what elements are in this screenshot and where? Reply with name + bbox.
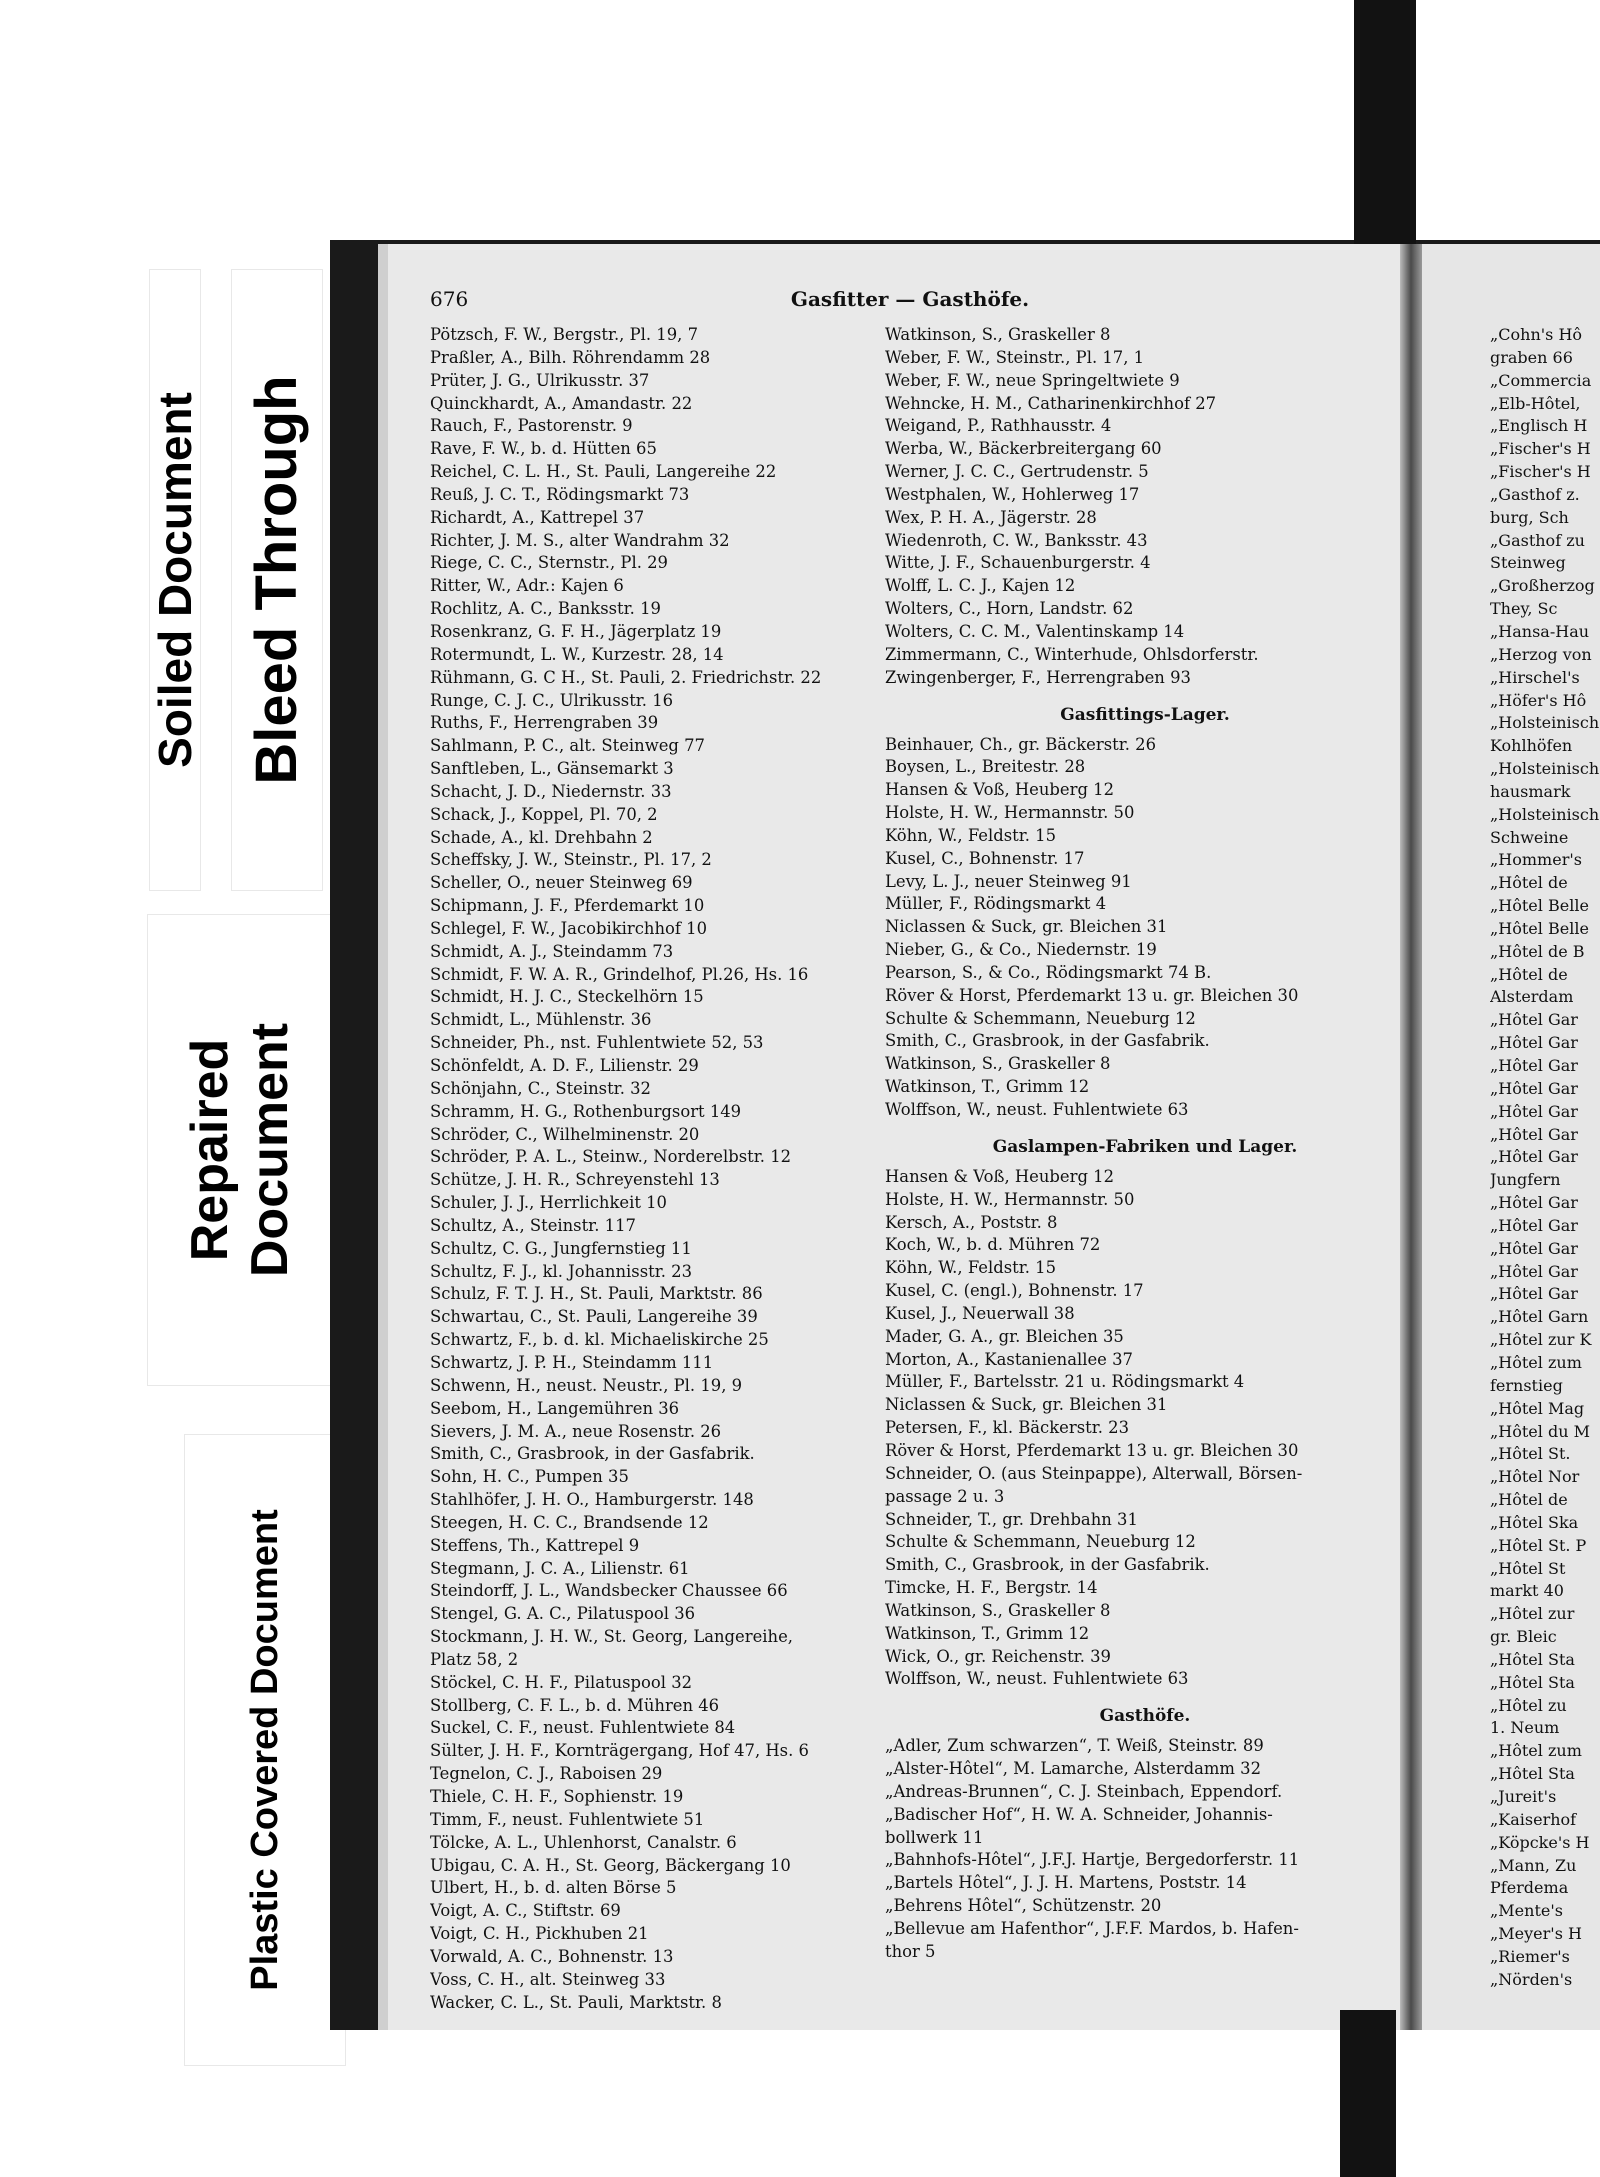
directory-entry: Stollberg, C. F. L., b. d. Mühren 46 bbox=[430, 1695, 720, 1715]
directory-entry: Kusel, J., Neuerwall 38 bbox=[885, 1303, 1075, 1323]
page-header bbox=[430, 287, 1390, 321]
directory-entry: Stockmann, J. H. W., St. Georg, Langereihe, bbox=[430, 1627, 793, 1647]
directory-entry: Schwartz, F., b. d. kl. Michaeliskirche 25 bbox=[430, 1330, 769, 1350]
directory-entry: Zimmermann, C., Winterhude, Ohlsdorferstr. bbox=[885, 644, 1259, 664]
directory-entry: Thiele, C. H. F., Sophienstr. 19 bbox=[430, 1787, 684, 1806]
right-page-entry-fragment: „Hôtel Gar bbox=[1490, 1147, 1578, 1167]
directory-entry: Stahlhöfer, J. H. O., Hamburgerstr. 148 bbox=[430, 1490, 754, 1510]
directory-entry: Wacker, C. L., St. Pauli, Marktstr. 8 bbox=[430, 1992, 722, 2012]
directory-entry: Steffens, Th., Kattrepel 9 bbox=[430, 1535, 640, 1555]
tag-bleed-through bbox=[232, 270, 322, 890]
right-page-entry-fragment: Kohlhöfen bbox=[1490, 736, 1573, 756]
directory-entry: Wex, P. H. A., Jägerstr. 28 bbox=[885, 507, 1097, 527]
directory-entry: Schulz, F. T. J. H., St. Pauli, Marktstr. 86 bbox=[430, 1284, 763, 1304]
directory-entry: „Andreas-Brunnen“, C. J. Steinbach, Eppendorf. bbox=[885, 1781, 1283, 1801]
right-page-entry-fragment: „Hôtel Ska bbox=[1490, 1512, 1579, 1532]
directory-entry: Schultz, A., Steinstr. 117 bbox=[430, 1215, 636, 1235]
directory-entry: „Bahnhofs-Hôtel“, J.F.J. Hartje, Bergedorferstr. 11 bbox=[885, 1850, 1300, 1870]
right-page-entry-fragment: „Hôtel zu bbox=[1490, 1695, 1567, 1715]
directory-entry: Koch, W., b. d. Mühren 72 bbox=[885, 1235, 1101, 1255]
directory-entry: Holste, H. W., Hermannstr. 50 bbox=[885, 1189, 1135, 1209]
directory-entry: Röver & Horst, Pferdemarkt 13 u. gr. Bleichen 30 bbox=[885, 985, 1299, 1005]
directory-entry: Schmidt, L., Mühlenstr. 36 bbox=[430, 1010, 652, 1030]
right-page-entry-fragment: markt 40 bbox=[1490, 1581, 1564, 1601]
directory-entry: Wolters, C., Horn, Landstr. 62 bbox=[885, 599, 1134, 619]
directory-entry: Schröder, C., Wilhelminenstr. 20 bbox=[430, 1124, 700, 1144]
directory-entry: Runge, C. J. C., Ulrikusstr. 16 bbox=[430, 690, 674, 710]
directory-entry: Köhn, W., Feldstr. 15 bbox=[885, 1258, 1057, 1278]
directory-entry: bollwerk 11 bbox=[885, 1827, 984, 1847]
right-page-entry-fragment: „Hôtel St bbox=[1490, 1558, 1566, 1578]
directory-entry: Smith, C., Grasbrook, in der Gasfabrik. bbox=[885, 1555, 1210, 1575]
right-page-entry-fragment: „Hôtel Gar bbox=[1490, 1261, 1578, 1281]
middle-column bbox=[885, 324, 1405, 1964]
right-page-entry-fragment: „Hôtel Gar bbox=[1490, 1078, 1578, 1098]
directory-entry: Ruths, F., Herrengraben 39 bbox=[430, 713, 659, 733]
right-page-entry-fragment: „Hôtel Garn bbox=[1490, 1307, 1589, 1327]
right-page-entry-fragment: Schweine bbox=[1490, 827, 1569, 847]
right-page-entry-fragment: „Kaiserhof bbox=[1490, 1809, 1577, 1829]
section-heading: Gaslampen-Fabriken und Lager. bbox=[992, 1136, 1298, 1157]
directory-entry: Rühmann, G. C H., St. Pauli, 2. Friedrichstr. 22 bbox=[430, 667, 822, 687]
right-page-entry-fragment: „Hôtel du M bbox=[1490, 1421, 1590, 1441]
right-page-entry-fragment: Jungfern bbox=[1490, 1170, 1561, 1190]
directory-entry: Platz 58, 2 bbox=[430, 1649, 519, 1669]
directory-entry: Schneider, Ph., nst. Fuhlentwiete 52, 53 bbox=[430, 1033, 764, 1053]
directory-entry: Schulte & Schemmann, Neueburg 12 bbox=[885, 1008, 1196, 1028]
right-page-entry-fragment: „Hôtel Gar bbox=[1490, 1124, 1578, 1144]
right-page-entry-fragment: Steinweg bbox=[1490, 553, 1566, 573]
right-page-entry-fragment: „Cohn's Hô bbox=[1490, 325, 1583, 344]
tag-repaired-document bbox=[148, 915, 334, 1385]
section-heading: Gasfittings-Lager. bbox=[1060, 704, 1230, 725]
right-page-entry-fragment: „Commercia bbox=[1490, 370, 1592, 390]
right-page-entry-fragment: „Hôtel zur bbox=[1490, 1604, 1575, 1624]
directory-entry: Wiedenroth, C. W., Banksstr. 43 bbox=[885, 530, 1148, 550]
directory-entry: Ritter, W., Adr.: Kajen 6 bbox=[430, 576, 624, 596]
directory-entry: Schultz, C. G., Jungfernstieg 11 bbox=[430, 1238, 692, 1258]
directory-entry: Schacht, J. D., Niedernstr. 33 bbox=[430, 781, 672, 801]
right-page-entry-fragment: „Holsteinisch bbox=[1490, 804, 1600, 824]
right-page-entry-fragment: „Hôtel de B bbox=[1490, 941, 1585, 961]
directory-entry: Schack, J., Koppel, Pl. 70, 2 bbox=[430, 804, 658, 824]
directory-entry: Wolters, C. C. M., Valentinskamp 14 bbox=[885, 621, 1185, 641]
right-page-entry-fragment: graben 66 bbox=[1490, 347, 1573, 367]
directory-entry: Schwenn, H., neust. Neustr., Pl. 19, 9 bbox=[430, 1375, 743, 1395]
directory-entry: Schneider, O. (aus Steinpappe), Alterwall, Börsen- bbox=[885, 1463, 1303, 1483]
document-tags bbox=[0, 0, 360, 2177]
directory-entry: Schade, A., kl. Drehbahn 2 bbox=[430, 827, 653, 847]
directory-entry: Kusel, C. (engl.), Bohnenstr. 17 bbox=[885, 1281, 1144, 1301]
right-page-entry-fragment: „Großherzog bbox=[1490, 576, 1595, 596]
directory-entry: Niclassen & Suck, gr. Bleichen 31 bbox=[885, 1395, 1168, 1415]
directory-entry: Rave, F. W., b. d. Hütten 65 bbox=[430, 439, 657, 459]
directory-entry: Ubigau, C. A. H., St. Georg, Bäckergang 10 bbox=[430, 1855, 791, 1875]
directory-entry: „Behrens Hôtel“, Schützenstr. 20 bbox=[885, 1896, 1162, 1916]
directory-entry: „Bellevue am Hafenthor“, J.F.F. Mardos, b. Hafen- bbox=[885, 1919, 1299, 1938]
right-page-entry-fragment: „Hirschel's bbox=[1490, 667, 1580, 687]
right-page-entry-fragment: fernstieg bbox=[1490, 1375, 1563, 1395]
directory-entry: Müller, F., Rödingsmarkt 4 bbox=[885, 894, 1107, 914]
directory-entry: Beinhauer, Ch., gr. Bäckerstr. 26 bbox=[885, 734, 1157, 754]
directory-entry: Vorwald, A. C., Bohnenstr. 13 bbox=[430, 1946, 674, 1966]
directory-entry: Schwartz, J. P. H., Steindamm 111 bbox=[430, 1352, 714, 1372]
right-page-entry-fragment: burg, Sch bbox=[1490, 507, 1569, 527]
tag-bleed-through-label: Bleed Through bbox=[244, 375, 309, 785]
directory-entry: Tölcke, A. L., Uhlenhorst, Canalstr. 6 bbox=[430, 1832, 737, 1852]
directory-entry: Smith, C., Grasbrook, in der Gasfabrik. bbox=[430, 1444, 755, 1464]
right-page-entry-fragment: „Hôtel St. bbox=[1490, 1444, 1571, 1464]
right-page-entry-fragment: „Meyer's H bbox=[1490, 1924, 1582, 1944]
directory-entry: Schröder, P. A. L., Steinw., Norderelbstr. 12 bbox=[430, 1147, 792, 1167]
directory-entry: Voigt, C. H., Pickhuben 21 bbox=[430, 1924, 649, 1944]
directory-entry: Steindorff, J. L., Wandsbecker Chaussee 66 bbox=[430, 1581, 788, 1601]
right-page-entry-fragment: „Hôtel zur K bbox=[1490, 1330, 1592, 1350]
directory-entry: Hansen & Voß, Heuberg 12 bbox=[885, 1166, 1115, 1186]
directory-entry: Morton, A., Kastanienallee 37 bbox=[885, 1349, 1133, 1369]
directory-entry: Stegmann, J. C. A., Lilienstr. 61 bbox=[430, 1558, 690, 1578]
directory-entry: Reuß, J. C. T., Rödingsmarkt 73 bbox=[430, 484, 690, 504]
directory-entry: Schipmann, J. F., Pferdemarkt 10 bbox=[430, 896, 705, 916]
directory-entry: Watkinson, S., Graskeller 8 bbox=[885, 1600, 1111, 1620]
directory-entry: Zwingenberger, F., Herrengraben 93 bbox=[885, 667, 1191, 687]
right-page-entry-fragment: „Hôtel Gar bbox=[1490, 1033, 1578, 1053]
directory-entry: Schmidt, H. J. C., Steckelhörn 15 bbox=[430, 987, 704, 1007]
directory-entry: Holste, H. W., Hermannstr. 50 bbox=[885, 803, 1135, 823]
left-column bbox=[430, 324, 885, 2014]
directory-entry: Wolff, L. C. J., Kajen 12 bbox=[885, 576, 1076, 596]
directory-entry: „Alster-Hôtel“, M. Lamarche, Alsterdamm 32 bbox=[885, 1759, 1262, 1779]
right-page-entry-fragment: Pferdema bbox=[1490, 1878, 1569, 1898]
right-page-entry-fragment: „Mann, Zu bbox=[1490, 1855, 1577, 1875]
tag-repaired-document-label: Repaired Document bbox=[181, 1022, 299, 1278]
directory-entry: Röver & Horst, Pferdemarkt 13 u. gr. Bleichen 30 bbox=[885, 1440, 1299, 1460]
tag-soiled-document bbox=[150, 270, 200, 890]
right-page-entry-fragment: 1. Neum bbox=[1490, 1718, 1560, 1738]
directory-entry: „Bartels Hôtel“, J. J. H. Martens, Poststr. 14 bbox=[885, 1873, 1247, 1893]
directory-entry: Schultz, F. J., kl. Johannisstr. 23 bbox=[430, 1261, 693, 1281]
directory-entry: Müller, F., Bartelsstr. 21 u. Rödingsmarkt 4 bbox=[885, 1372, 1245, 1392]
directory-entry: Weber, F. W., Steinstr., Pl. 17, 1 bbox=[885, 347, 1145, 367]
directory-entry: Suckel, C. F., neust. Fuhlentwiete 84 bbox=[430, 1718, 736, 1738]
directory-entry: Kersch, A., Poststr. 8 bbox=[885, 1212, 1058, 1232]
right-page-entry-fragment: „Hôtel de bbox=[1490, 873, 1568, 893]
right-page-entry-fragment: „Elb-Hôtel, bbox=[1490, 393, 1581, 413]
directory-entry: Reichel, C. L. H., St. Pauli, Langereihe 22 bbox=[430, 462, 777, 482]
directory-entry: Praßler, A., Bilh. Röhrendamm 28 bbox=[430, 347, 711, 367]
section-heading: Gasthöfe. bbox=[1099, 1706, 1191, 1727]
right-page-entry-fragment: „Herzog von bbox=[1490, 644, 1592, 664]
directory-entry: Werner, J. C. C., Gertrudenstr. 5 bbox=[885, 462, 1149, 482]
right-page-entry-fragment: „Holsteinisch bbox=[1490, 759, 1600, 779]
right-page-entry-fragment: „Hôtel Gar bbox=[1490, 1215, 1578, 1235]
directory-entry: Weigand, P., Rathhausstr. 4 bbox=[885, 416, 1112, 436]
right-page-entry-fragment: „Hôtel Gar bbox=[1490, 1101, 1578, 1121]
right-page-entry-fragment: „Hôtel Mag bbox=[1490, 1398, 1585, 1418]
directory-entry: Köhn, W., Feldstr. 15 bbox=[885, 825, 1057, 845]
directory-entry: Rauch, F., Pastorenstr. 9 bbox=[430, 416, 633, 436]
directory-entry: Sanftleben, L., Gänsemarkt 3 bbox=[430, 759, 674, 779]
directory-entry: Boysen, L., Breitestr. 28 bbox=[885, 757, 1086, 777]
right-page-entry-fragment: „Mente's bbox=[1490, 1901, 1563, 1921]
directory-entry: Watkinson, T., Grimm 12 bbox=[885, 1077, 1090, 1097]
directory-entry: thor 5 bbox=[885, 1941, 936, 1961]
directory-entry: passage 2 u. 3 bbox=[885, 1486, 1005, 1506]
directory-entry: Schönfeldt, A. D. F., Lilienstr. 29 bbox=[430, 1056, 699, 1075]
right-page-entry-fragment: „Holsteinisch bbox=[1490, 713, 1600, 733]
directory-entry: Timcke, H. F., Bergstr. 14 bbox=[885, 1578, 1098, 1598]
directory-entry: Quinckhardt, A., Amandastr. 22 bbox=[430, 393, 693, 413]
directory-entry: Hansen & Voß, Heuberg 12 bbox=[885, 780, 1115, 800]
directory-entry: Scheller, O., neuer Steinweg 69 bbox=[430, 873, 693, 893]
right-page-entry-fragment: „Hôtel Gar bbox=[1490, 1193, 1578, 1213]
right-page-entry-fragment: „Hôtel Gar bbox=[1490, 1056, 1578, 1075]
directory-entry: Sievers, J. M. A., neue Rosenstr. 26 bbox=[430, 1421, 722, 1441]
right-page-entry-fragment: gr. Bleic bbox=[1490, 1627, 1557, 1647]
directory-entry: Voss, C. H., alt. Steinweg 33 bbox=[430, 1969, 666, 1989]
directory-entry: Schmidt, F. W. A. R., Grindelhof, Pl.26, Hs. 16 bbox=[430, 964, 809, 984]
right-page-entry-fragment: „Englisch H bbox=[1490, 416, 1588, 436]
page-number: 676 bbox=[430, 287, 469, 311]
directory-entry: Rotermundt, L. W., Kurzestr. 28, 14 bbox=[430, 644, 724, 664]
directory-entry: Richardt, A., Kattrepel 37 bbox=[430, 507, 645, 527]
right-page-entry-fragment: „Fischer's H bbox=[1490, 462, 1591, 482]
binding-strap-bottom bbox=[1340, 2010, 1396, 2177]
directory-entry: Mader, G. A., gr. Bleichen 35 bbox=[885, 1326, 1124, 1346]
directory-entry: Petersen, F., kl. Bäckerstr. 23 bbox=[885, 1418, 1130, 1438]
right-page-entry-fragment: „Hommer's bbox=[1490, 850, 1582, 870]
directory-entry: Levy, L. J., neuer Steinweg 91 bbox=[885, 871, 1132, 891]
directory-entry: Watkinson, S., Graskeller 8 bbox=[885, 325, 1111, 344]
directory-entry: Sohn, H. C., Pumpen 35 bbox=[430, 1467, 629, 1487]
directory-entry: Ulbert, H., b. d. alten Börse 5 bbox=[430, 1878, 677, 1898]
directory-entry: Nieber, G., & Co., Niedernstr. 19 bbox=[885, 940, 1157, 960]
directory-entry: Stöckel, C. H. F., Pilatuspool 32 bbox=[430, 1672, 693, 1692]
right-page-entry-fragment: hausmark bbox=[1490, 781, 1571, 801]
directory-entry: Pearson, S., & Co., Rödingsmarkt 74 B. bbox=[885, 962, 1212, 982]
right-page-entry-fragment: Alsterdam bbox=[1490, 987, 1574, 1007]
directory-entry: Wolffson, W., neust. Fuhlentwiete 63 bbox=[885, 1669, 1189, 1689]
directory-entry: Weber, F. W., neue Springeltwiete 9 bbox=[885, 370, 1180, 390]
directory-entry: Schulte & Schemmann, Neueburg 12 bbox=[885, 1532, 1196, 1552]
directory-entry: Seebom, H., Langemühren 36 bbox=[430, 1398, 680, 1418]
right-page-entry-fragment: „Hôtel zum bbox=[1490, 1741, 1582, 1761]
right-page-entry-fragment: „Köpcke's H bbox=[1490, 1832, 1590, 1852]
right-page-column bbox=[1490, 324, 1600, 1992]
right-page-entry-fragment: „Hôtel Sta bbox=[1490, 1649, 1575, 1669]
right-page-entry-fragment: „Riemer's bbox=[1490, 1946, 1570, 1966]
directory-entry: Schramm, H. G., Rothenburgsort 149 bbox=[430, 1101, 742, 1121]
right-page-entry-fragment: „Nörden's bbox=[1490, 1969, 1573, 1989]
right-page-entry-fragment: „Hôtel de bbox=[1490, 1490, 1568, 1510]
directory-entry: Voigt, A. C., Stiftstr. 69 bbox=[430, 1901, 621, 1921]
right-page-entry-fragment: „Hôtel St. P bbox=[1490, 1535, 1587, 1555]
directory-entry: Steegen, H. C. C., Brandsende 12 bbox=[430, 1512, 709, 1532]
tag-plastic-covered-document-label: Plastic Covered Document bbox=[244, 1509, 286, 1991]
right-page-entry-fragment: „Hôtel Sta bbox=[1490, 1672, 1575, 1692]
directory-entry: Schwartau, C., St. Pauli, Langereihe 39 bbox=[430, 1307, 758, 1327]
directory-entry: „Badischer Hof“, H. W. A. Schneider, Johannis- bbox=[885, 1804, 1273, 1824]
right-page-entry-fragment: „Gasthof zu bbox=[1490, 530, 1585, 550]
right-page-entry-fragment: They, Sc bbox=[1490, 599, 1558, 619]
page-title: Gasfitter — Gasthöfe. bbox=[790, 287, 1030, 311]
directory-entry: Schütze, J. H. R., Schreyenstehl 13 bbox=[430, 1170, 720, 1190]
directory-entry: Timm, F., neust. Fuhlentwiete 51 bbox=[430, 1809, 705, 1829]
directory-entry: Sülter, J. H. F., Kornträgergang, Hof 47, Hs. 6 bbox=[430, 1741, 809, 1761]
directory-entry: Watkinson, S., Graskeller 8 bbox=[885, 1054, 1111, 1074]
tag-plastic-covered-document bbox=[185, 1435, 345, 2065]
directory-entry: Westphalen, W., Hohlerweg 17 bbox=[885, 484, 1140, 504]
directory-entry: Riege, C. C., Sternstr., Pl. 29 bbox=[430, 553, 668, 573]
directory-entry: Sahlmann, P. C., alt. Steinweg 77 bbox=[430, 736, 705, 756]
right-page-entry-fragment: „Gasthof z. bbox=[1490, 484, 1580, 504]
directory-entry: Rochlitz, A. C., Banksstr. 19 bbox=[430, 599, 661, 619]
directory-entry: Schneider, T., gr. Drehbahn 31 bbox=[885, 1509, 1138, 1529]
right-page-entry-fragment: „Hôtel Nor bbox=[1490, 1467, 1580, 1487]
right-page-entry-fragment: „Jureit's bbox=[1490, 1787, 1557, 1806]
right-page-entry-fragment: „Hôtel Gar bbox=[1490, 1010, 1578, 1030]
directory-entry: Rosenkranz, G. F. H., Jägerplatz 19 bbox=[430, 621, 722, 641]
directory-entry: Pötzsch, F. W., Bergstr., Pl. 19, 7 bbox=[430, 325, 699, 344]
right-page-entry-fragment: „Hôtel Gar bbox=[1490, 1284, 1578, 1304]
directory-entry: Prüter, J. G., Ulrikusstr. 37 bbox=[430, 370, 650, 390]
right-page-entry-fragment: „Hansa-Hau bbox=[1490, 621, 1590, 641]
directory-entry: Watkinson, T., Grimm 12 bbox=[885, 1623, 1090, 1643]
directory-entry: Schuler, J. J., Herrlichkeit 10 bbox=[430, 1193, 667, 1213]
directory-entry: Werba, W., Bäckerbreitergang 60 bbox=[885, 439, 1162, 459]
right-page-entry-fragment: „Hôtel Gar bbox=[1490, 1238, 1578, 1258]
directory-entry: Kusel, C., Bohnenstr. 17 bbox=[885, 848, 1085, 868]
directory-entry: Schlegel, F. W., Jacobikirchhof 10 bbox=[430, 918, 708, 938]
directory-entry: Witte, J. F., Schauenburgerstr. 4 bbox=[885, 553, 1151, 573]
directory-entry: Wehncke, H. M., Catharinenkirchhof 27 bbox=[885, 393, 1217, 413]
directory-entry: Scheffsky, J. W., Steinstr., Pl. 17, 2 bbox=[430, 850, 712, 870]
right-page-entry-fragment: „Hôtel de bbox=[1490, 964, 1568, 984]
directory-entry: Wolffson, W., neust. Fuhlentwiete 63 bbox=[885, 1100, 1189, 1119]
tag-soiled-document-label: Soiled Document bbox=[149, 392, 201, 768]
right-page-entry-fragment: „Fischer's H bbox=[1490, 439, 1591, 459]
directory-entry: Smith, C., Grasbrook, in der Gasfabrik. bbox=[885, 1031, 1210, 1051]
directory-entry: Stengel, G. A. C., Pilatuspool 36 bbox=[430, 1604, 696, 1624]
right-page-entry-fragment: „Hôtel Belle bbox=[1490, 896, 1589, 916]
directory-entry: „Adler, Zum schwarzen“, T. Weiß, Steinstr. 89 bbox=[885, 1736, 1264, 1756]
right-page-entry-fragment: „Hôtel Belle bbox=[1490, 918, 1589, 938]
right-page-entry-fragment: „Hôtel Sta bbox=[1490, 1764, 1575, 1784]
right-page-entry-fragment: „Hôtel zum bbox=[1490, 1352, 1582, 1372]
directory-entry: Richter, J. M. S., alter Wandrahm 32 bbox=[430, 530, 730, 550]
binding-strap-top bbox=[1354, 0, 1416, 262]
directory-entry: Wick, O., gr. Reichenstr. 39 bbox=[885, 1646, 1111, 1666]
directory-entry: Niclassen & Suck, gr. Bleichen 31 bbox=[885, 917, 1168, 937]
directory-entry: Tegnelon, C. J., Raboisen 29 bbox=[430, 1764, 663, 1784]
directory-entry: Schönjahn, C., Steinstr. 32 bbox=[430, 1078, 651, 1098]
directory-entry: Schmidt, A. J., Steindamm 73 bbox=[430, 941, 674, 961]
right-page-entry-fragment: „Höfer's Hô bbox=[1490, 690, 1587, 710]
